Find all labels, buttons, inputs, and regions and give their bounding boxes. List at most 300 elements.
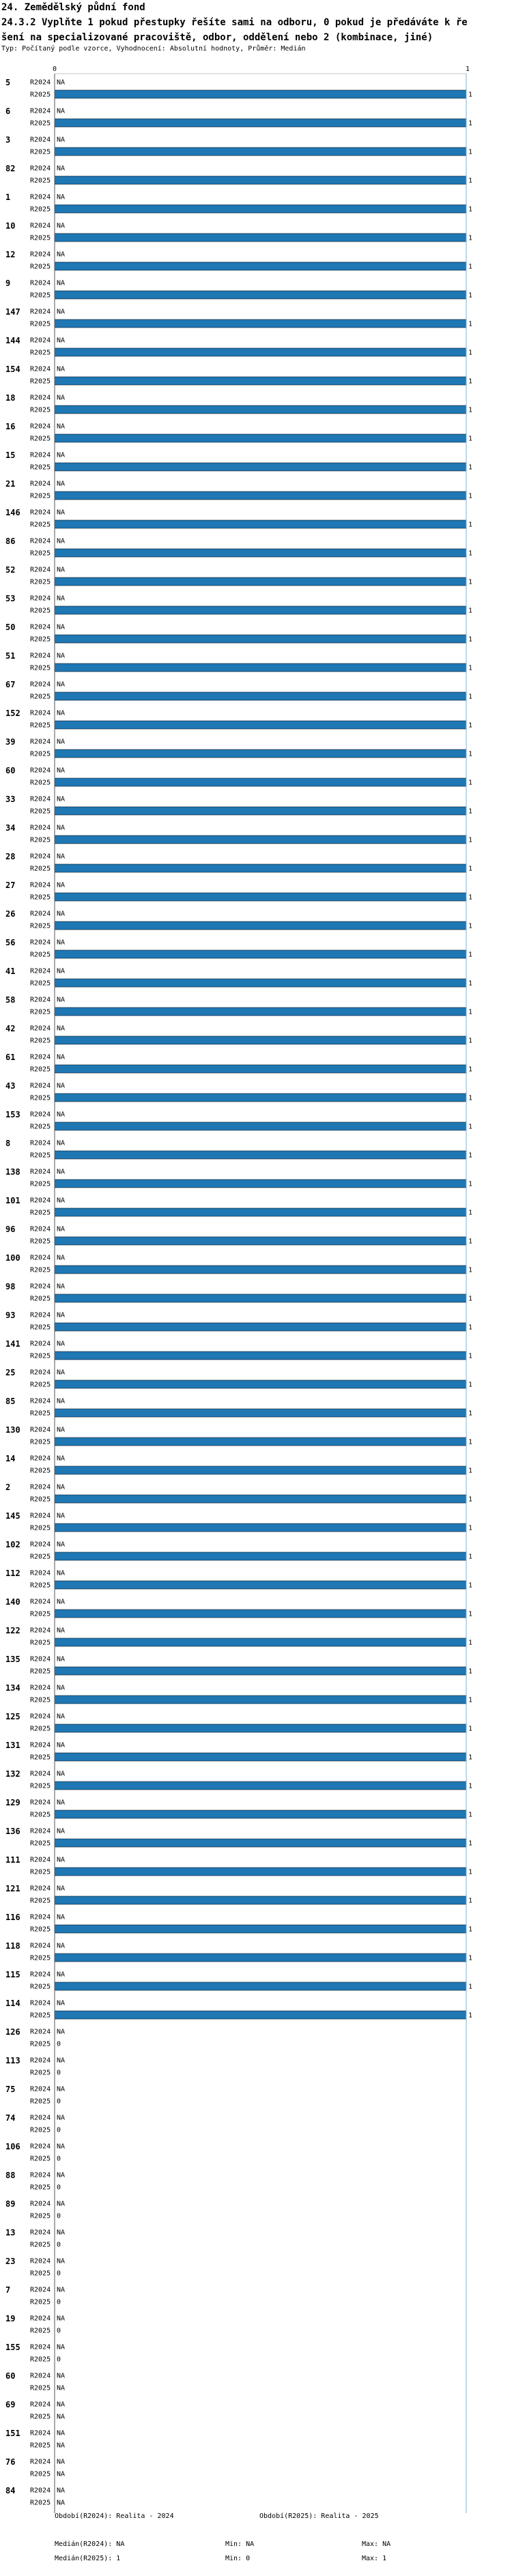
series-label-r2025: R2025 (30, 807, 51, 816)
bar-r2025 (55, 1036, 466, 1044)
value-label: NA (57, 1741, 66, 1749)
series-label-r2024: R2024 (30, 1254, 51, 1262)
series-label-r2025: R2025 (30, 1237, 51, 1246)
series-label-r2024: R2024 (30, 509, 51, 517)
value-label: NA (57, 1168, 66, 1176)
value-label: 1 (468, 1123, 473, 1131)
series-label-r2025: R2025 (30, 578, 51, 586)
series-label-r2024: R2024 (30, 451, 51, 459)
value-label: NA (57, 795, 66, 803)
series-label-r2025: R2025 (30, 865, 51, 873)
category-label: 67 (5, 680, 16, 689)
bar-r2025 (55, 119, 466, 127)
value-label: NA (57, 1426, 66, 1434)
value-label: NA (57, 2458, 66, 2466)
series-label-r2024: R2024 (30, 1340, 51, 1348)
series-label-r2025: R2025 (30, 2470, 51, 2478)
bar-r2025 (55, 1867, 466, 1876)
value-label: 1 (468, 205, 473, 214)
category-label: 153 (5, 1110, 20, 1119)
category-label: 98 (5, 1282, 16, 1291)
series-label-r2025: R2025 (30, 1123, 51, 1131)
series-label-r2024: R2024 (30, 652, 51, 660)
series-label-r2024: R2024 (30, 910, 51, 918)
series-label-r2025: R2025 (30, 320, 51, 328)
series-label-r2025: R2025 (30, 2012, 51, 2020)
value-label: NA (57, 2442, 66, 2450)
series-label-r2025: R2025 (30, 1782, 51, 1790)
series-label-r2024: R2024 (30, 2429, 51, 2437)
series-label-r2024: R2024 (30, 967, 51, 975)
category-label: 84 (5, 2486, 16, 2495)
series-label-r2024: R2024 (30, 681, 51, 689)
value-label: NA (57, 2487, 66, 2495)
value-label: NA (57, 2384, 66, 2392)
value-label: 1 (468, 1524, 473, 1532)
value-label: 0 (57, 2270, 61, 2278)
category-label: 58 (5, 995, 16, 1005)
title-line-3: šení na specializované pracoviště, odbor, oddělení nebo 2 (kombinace, jiné) (1, 32, 433, 43)
bar-r2025 (55, 1065, 466, 1073)
value-label: 1 (468, 119, 473, 128)
category-label: 115 (5, 1970, 20, 1979)
series-label-r2025: R2025 (30, 1495, 51, 1504)
value-label: 1 (468, 549, 473, 558)
value-label: NA (57, 824, 66, 832)
bar-r2025 (55, 778, 466, 786)
bar-r2025 (55, 721, 466, 729)
category-label: 16 (5, 422, 16, 431)
category-label: 9 (5, 278, 11, 288)
category-label: 33 (5, 795, 16, 804)
value-label: NA (57, 1971, 66, 1979)
series-label-r2025: R2025 (30, 635, 51, 644)
value-label: 1 (468, 1754, 473, 1762)
value-label: NA (57, 136, 66, 144)
value-label: NA (57, 480, 66, 488)
category-label: 111 (5, 1855, 20, 1865)
category-label: 151 (5, 2429, 20, 2438)
bar-r2025 (55, 577, 466, 586)
bar-r2025 (55, 1982, 466, 1990)
category-label: 34 (5, 823, 16, 833)
bar-r2025 (55, 1896, 466, 1904)
value-label: NA (57, 2372, 66, 2380)
value-label: NA (57, 451, 66, 459)
series-label-r2025: R2025 (30, 1926, 51, 1934)
category-label: 113 (5, 2056, 20, 2065)
series-label-r2025: R2025 (30, 549, 51, 558)
bar-r2025 (55, 749, 466, 758)
category-label: 53 (5, 594, 16, 603)
series-label-r2025: R2025 (30, 1811, 51, 1819)
value-label: 1 (468, 750, 473, 758)
series-label-r2025: R2025 (30, 2212, 51, 2220)
value-label: NA (57, 881, 66, 889)
series-label-r2025: R2025 (30, 463, 51, 472)
value-label: NA (57, 537, 66, 545)
series-label-r2024: R2024 (30, 1627, 51, 1635)
value-label: 0 (57, 2356, 61, 2364)
category-label: 69 (5, 2400, 16, 2409)
value-label: 1 (468, 979, 473, 988)
series-label-r2024: R2024 (30, 1168, 51, 1176)
series-label-r2024: R2024 (30, 2487, 51, 2495)
category-label: 129 (5, 1798, 20, 1807)
category-label: 52 (5, 565, 16, 575)
category-label: 50 (5, 622, 16, 632)
value-label: NA (57, 1713, 66, 1721)
value-label: 1 (468, 234, 473, 242)
footer-min-r2025: Min: 0 (225, 2555, 251, 2562)
series-label-r2024: R2024 (30, 939, 51, 947)
value-label: NA (57, 566, 66, 574)
series-label-r2025: R2025 (30, 1266, 51, 1274)
value-label: 1 (468, 263, 473, 271)
category-label: 42 (5, 1024, 16, 1033)
value-label: NA (57, 394, 66, 402)
value-label: NA (57, 1827, 66, 1835)
series-label-r2024: R2024 (30, 595, 51, 603)
series-label-r2025: R2025 (30, 2384, 51, 2392)
value-label: NA (57, 709, 66, 717)
series-label-r2025: R2025 (30, 1065, 51, 1074)
series-label-r2025: R2025 (30, 1151, 51, 1160)
bar-r2025 (55, 549, 466, 557)
value-label: 1 (468, 91, 473, 99)
series-label-r2025: R2025 (30, 377, 51, 386)
value-label: 1 (468, 1295, 473, 1303)
category-label: 3 (5, 135, 11, 145)
value-label: NA (57, 164, 66, 173)
value-label: 0 (57, 2327, 61, 2335)
value-label: 1 (468, 1323, 473, 1332)
series-label-r2024: R2024 (30, 738, 51, 746)
series-label-r2024: R2024 (30, 1455, 51, 1463)
bar-r2025 (55, 921, 466, 930)
value-label: 1 (468, 1209, 473, 1217)
value-label: NA (57, 1025, 66, 1033)
series-label-r2024: R2024 (30, 881, 51, 889)
series-label-r2025: R2025 (30, 205, 51, 214)
value-label: 1 (468, 2012, 473, 2020)
series-label-r2024: R2024 (30, 537, 51, 545)
series-label-r2025: R2025 (30, 2040, 51, 2048)
category-label: 5 (5, 78, 11, 87)
series-label-r2025: R2025 (30, 349, 51, 357)
category-label: 116 (5, 1913, 20, 1922)
footer-median-r2024: Medián(R2024): NA (55, 2541, 125, 2548)
series-label-r2025: R2025 (30, 1639, 51, 1647)
bar-r2025 (55, 1495, 466, 1503)
value-label: 1 (468, 1151, 473, 1160)
series-label-r2025: R2025 (30, 91, 51, 99)
bar-r2025 (55, 1409, 466, 1417)
category-label: 154 (5, 364, 20, 374)
series-label-r2025: R2025 (30, 750, 51, 758)
category-label: 7 (5, 2285, 11, 2295)
category-label: 26 (5, 909, 16, 919)
bar-r2025 (55, 893, 466, 901)
series-label-r2024: R2024 (30, 2229, 51, 2237)
value-label: 1 (468, 664, 473, 672)
category-label: 131 (5, 1741, 20, 1750)
category-label: 140 (5, 1597, 20, 1607)
category-label: 122 (5, 1626, 20, 1635)
series-label-r2025: R2025 (30, 1094, 51, 1102)
series-label-r2024: R2024 (30, 2401, 51, 2409)
bar-r2025 (55, 1093, 466, 1102)
bar-r2025 (55, 1323, 466, 1331)
series-label-r2024: R2024 (30, 308, 51, 316)
series-label-r2025: R2025 (30, 1037, 51, 1045)
series-label-r2024: R2024 (30, 1197, 51, 1205)
series-label-r2024: R2024 (30, 1311, 51, 1319)
category-label: 13 (5, 2228, 16, 2237)
value-label: NA (57, 1483, 66, 1491)
series-label-r2025: R2025 (30, 1180, 51, 1188)
value-label: NA (57, 738, 66, 746)
bar-r2025 (55, 835, 466, 844)
series-label-r2024: R2024 (30, 1369, 51, 1377)
series-label-r2025: R2025 (30, 922, 51, 930)
bar-r2025 (55, 262, 466, 270)
category-label: 1 (5, 192, 11, 202)
bar-r2025 (55, 291, 466, 299)
value-label: NA (57, 623, 66, 631)
bar-r2025 (55, 434, 466, 442)
value-label: 1 (468, 1467, 473, 1475)
category-label: 136 (5, 1827, 20, 1836)
series-label-r2025: R2025 (30, 1610, 51, 1618)
value-label: NA (57, 2286, 66, 2294)
series-label-r2025: R2025 (30, 607, 51, 615)
bar-r2025 (55, 1351, 466, 1360)
value-label: NA (57, 1254, 66, 1262)
value-label: 1 (468, 1065, 473, 1074)
series-label-r2024: R2024 (30, 996, 51, 1004)
value-label: NA (57, 1369, 66, 1377)
value-label: 1 (468, 406, 473, 414)
category-label: 10 (5, 221, 16, 231)
value-label: NA (57, 2343, 66, 2351)
series-label-r2024: R2024 (30, 222, 51, 230)
category-label: 21 (5, 479, 16, 489)
series-label-r2025: R2025 (30, 979, 51, 988)
value-label: 1 (468, 1037, 473, 1045)
series-label-r2024: R2024 (30, 423, 51, 431)
series-label-r2024: R2024 (30, 1684, 51, 1692)
value-label: NA (57, 337, 66, 345)
value-label: 0 (57, 2069, 61, 2077)
series-label-r2024: R2024 (30, 795, 51, 803)
series-label-r2025: R2025 (30, 2270, 51, 2278)
value-label: NA (57, 251, 66, 259)
value-label: 1 (468, 779, 473, 787)
bar-r2025 (55, 807, 466, 815)
footer-min-r2024: Min: NA (225, 2541, 255, 2548)
series-label-r2024: R2024 (30, 2458, 51, 2466)
value-label: 1 (468, 1438, 473, 1446)
footer-max-r2024: Max: NA (362, 2541, 391, 2548)
value-label: 1 (468, 1266, 473, 1274)
series-label-r2024: R2024 (30, 136, 51, 144)
value-label: 1 (468, 521, 473, 529)
series-label-r2024: R2024 (30, 2286, 51, 2294)
value-label: 1 (468, 1180, 473, 1188)
category-label: 61 (5, 1053, 16, 1062)
value-label: NA (57, 308, 66, 316)
chart-subtitle: Typ: Počítaný podle vzorce, Vyhodnocení: Absolutní hodnoty, Průměr: Medián (1, 45, 306, 53)
category-label: 82 (5, 164, 16, 173)
series-label-r2025: R2025 (30, 2241, 51, 2249)
series-label-r2024: R2024 (30, 2315, 51, 2323)
bar-r2025 (55, 1609, 466, 1618)
series-label-r2025: R2025 (30, 1438, 51, 1446)
series-label-r2024: R2024 (30, 1856, 51, 1864)
series-label-r2024: R2024 (30, 2257, 51, 2265)
bar-r2025 (55, 2011, 466, 2019)
value-label: 0 (57, 2241, 61, 2249)
value-label: NA (57, 2028, 66, 2036)
series-label-r2024: R2024 (30, 1111, 51, 1119)
category-label: 101 (5, 1196, 20, 1205)
value-label: NA (57, 1999, 66, 2007)
bar-r2025 (55, 319, 466, 328)
category-label: 15 (5, 450, 16, 460)
series-label-r2024: R2024 (30, 1971, 51, 1979)
series-label-r2025: R2025 (30, 1209, 51, 1217)
series-label-r2025: R2025 (30, 1553, 51, 1561)
series-label-r2024: R2024 (30, 164, 51, 173)
category-label: 14 (5, 1454, 16, 1463)
value-label: NA (57, 365, 66, 373)
series-label-r2024: R2024 (30, 1598, 51, 1606)
bar-r2025 (55, 463, 466, 471)
value-label: 1 (468, 1926, 473, 1934)
series-label-r2024: R2024 (30, 1655, 51, 1663)
category-label: 89 (5, 2199, 16, 2209)
category-label: 100 (5, 1253, 20, 1263)
series-label-r2024: R2024 (30, 279, 51, 287)
category-label: 2 (5, 1483, 11, 1492)
value-label: NA (57, 222, 66, 230)
bar-r2025 (55, 1724, 466, 1732)
bar-r2025 (55, 1667, 466, 1675)
value-label: 1 (468, 492, 473, 500)
value-label: NA (57, 595, 66, 603)
value-label: 1 (468, 148, 473, 156)
bar-r2025 (55, 405, 466, 414)
value-label: NA (57, 1283, 66, 1291)
value-label: 0 (57, 2212, 61, 2220)
series-label-r2025: R2025 (30, 263, 51, 271)
value-label: NA (57, 853, 66, 861)
category-label: 41 (5, 967, 16, 976)
series-label-r2025: R2025 (30, 1754, 51, 1762)
category-label: 51 (5, 651, 16, 661)
series-label-r2024: R2024 (30, 1082, 51, 1090)
value-label: NA (57, 1627, 66, 1635)
value-label: 1 (468, 693, 473, 701)
bar-r2025 (55, 606, 466, 614)
value-label: NA (57, 1885, 66, 1893)
series-label-r2024: R2024 (30, 2343, 51, 2351)
value-label: NA (57, 2401, 66, 2409)
series-label-r2024: R2024 (30, 78, 51, 87)
category-label: 130 (5, 1425, 20, 1435)
value-label: 1 (468, 865, 473, 873)
category-label: 27 (5, 881, 16, 890)
value-label: NA (57, 2143, 66, 2151)
value-label: NA (57, 1053, 66, 1061)
bar-r2025 (55, 1179, 466, 1188)
value-label: 1 (468, 1725, 473, 1733)
value-label: 0 (57, 2184, 61, 2192)
series-label-r2025: R2025 (30, 1954, 51, 1962)
bar-r2025 (55, 491, 466, 500)
category-label: 25 (5, 1368, 16, 1377)
category-label: 28 (5, 852, 16, 861)
category-label: 23 (5, 2257, 16, 2266)
series-label-r2024: R2024 (30, 2171, 51, 2179)
value-label: 1 (468, 377, 473, 386)
series-label-r2025: R2025 (30, 2327, 51, 2335)
series-label-r2025: R2025 (30, 951, 51, 959)
category-label: 138 (5, 1167, 20, 1177)
value-label: NA (57, 78, 66, 87)
value-label: 1 (468, 1811, 473, 1819)
value-label: NA (57, 967, 66, 975)
series-label-r2025: R2025 (30, 836, 51, 844)
value-label: 0 (57, 2298, 61, 2306)
value-label: 1 (468, 721, 473, 730)
value-label: NA (57, 1197, 66, 1205)
footer-period-r2024: Období(R2024): Realita - 2024 (55, 2513, 174, 2520)
value-label: NA (57, 2470, 66, 2478)
series-label-r2024: R2024 (30, 1741, 51, 1749)
series-label-r2025: R2025 (30, 893, 51, 902)
series-label-r2025: R2025 (30, 2126, 51, 2134)
bar-r2025 (55, 1695, 466, 1704)
series-label-r2024: R2024 (30, 853, 51, 861)
category-label: 155 (5, 2343, 20, 2352)
series-label-r2024: R2024 (30, 1569, 51, 1577)
bar-r2025 (55, 1237, 466, 1245)
bar-r2025 (55, 90, 466, 98)
value-label: 1 (468, 1782, 473, 1790)
series-label-r2025: R2025 (30, 2499, 51, 2507)
value-label: 1 (468, 1237, 473, 1246)
footer-period-r2025: Období(R2025): Realita - 2025 (259, 2513, 379, 2520)
bar-r2025 (55, 1007, 466, 1016)
series-label-r2025: R2025 (30, 148, 51, 156)
value-label: NA (57, 279, 66, 287)
series-label-r2024: R2024 (30, 480, 51, 488)
x-tick-label: 0 (52, 66, 57, 73)
bar-r2025 (55, 1122, 466, 1130)
bar-r2025 (55, 377, 466, 385)
bar-r2025 (55, 233, 466, 242)
series-label-r2024: R2024 (30, 251, 51, 259)
series-label-r2025: R2025 (30, 2069, 51, 2077)
value-label: NA (57, 1512, 66, 1520)
value-label: NA (57, 681, 66, 689)
value-label: 1 (468, 1352, 473, 1360)
category-label: 85 (5, 1397, 16, 1406)
bar-r2025 (55, 1208, 466, 1216)
value-label: NA (57, 1684, 66, 1692)
